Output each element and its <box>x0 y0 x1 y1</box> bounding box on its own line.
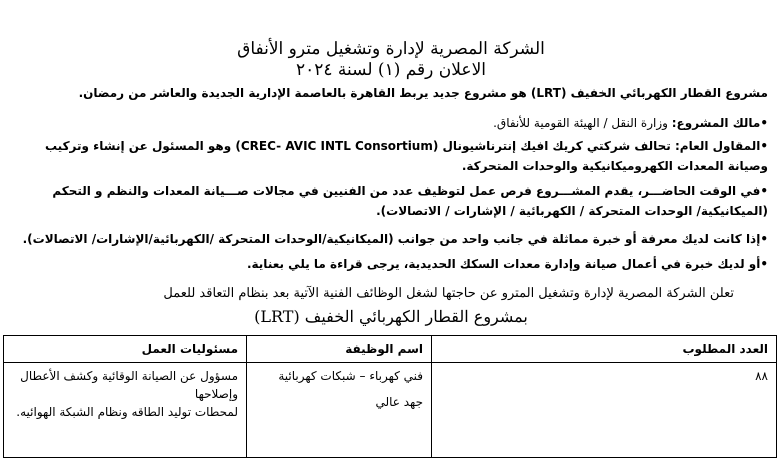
jobs-table <box>3 335 777 458</box>
bullet-experience <box>14 229 768 249</box>
cell-responsibilities <box>4 363 247 458</box>
bullet-label: مالك المشروع: <box>671 116 761 130</box>
bullet-owner <box>14 113 768 133</box>
bullet-text: في الوقت الحاضـــر، يقدم المشـــروع فرص عمل لتوظيف عدد من الفنيين في مجالات صـــيانة المعدات والنظم و التحكم (الميكانيكية/ الوحدات المتحركة / الكهربائية / الإشارات / الاتصالات). <box>52 184 768 218</box>
bullet-dot: • <box>760 116 768 130</box>
announcement-number: الاعلان رقم (١) لسنة ٢٠٢٤ <box>296 60 486 80</box>
bullet-dot: • <box>760 257 768 271</box>
header-job: اسم الوظيفة <box>247 336 432 363</box>
bullet-railway <box>14 254 768 274</box>
bullet-text: وزارة النقل / الهيئة القومية للأنفاق. <box>493 116 672 130</box>
bullet-text: إذا كانت لديك معرفة أو خبرة مماثلة في جانب واحد من جوانب (الميكانيكية/الوحدات المتحركة /الكهربائية/الإشارات/ الاتصالات). <box>22 232 761 246</box>
bullet-label: المقاول العام: <box>674 139 761 153</box>
resp-line2: لمحطات توليد الطاقه ونظام الشبكة الهوائيه. <box>16 405 238 419</box>
bullet-contractor <box>14 136 768 176</box>
bullet-text: تحالف شركتي كريك افيك إنترناشيونال (CREC- AVIC INTL Consortium) وهو المسئول عن إنشاء وتركيب وصيانة المعدات الكهروميكانيكية والوحدات المتحركة. <box>44 139 768 173</box>
project-title: بمشروع القطار الكهربائي الخفيف (LRT) <box>254 307 528 326</box>
header-count: العدد المطلوب <box>432 336 777 363</box>
company-title: الشركة المصرية لإدارة وتشغيل مترو الأنفاق <box>237 39 545 59</box>
cell-count: ٨٨ <box>432 363 777 458</box>
bullet-dot: • <box>760 184 768 198</box>
hiring-announcement: تعلن الشركة المصرية لإدارة وتشغيل المترو عن حاجتها لشغل الوظائف الفنية الآتية بعد بنظام التعاقد للعمل <box>163 286 734 301</box>
job-title-line1: فني كهرباء – شبكات كهربائية <box>278 369 423 383</box>
project-intro: مشروع القطار الكهربائي الخفيف (LRT) هو مشروع جديد يربط القاهرة بالعاصمة الإدارية الجديدة والعاشر من رمضان. <box>78 86 768 100</box>
bullet-dot: • <box>760 232 768 246</box>
header-responsibilities: مسئوليات العمل <box>4 336 247 363</box>
bullet-text: أو لديك خبرة في أعمال صيانة وإدارة معدات السكك الحديدية، يرجى قراءة ما يلي بعناية. <box>246 257 761 271</box>
table-header-row <box>4 336 777 363</box>
bullet-opportunities <box>14 181 768 221</box>
job-title-line2: جهد عالي <box>375 395 423 409</box>
resp-line1: مسؤول عن الصيانة الوقائية وكشف الأعطال وإصلاحها <box>20 369 238 401</box>
cell-job <box>247 363 432 458</box>
table-row <box>4 363 777 458</box>
bullet-dot: • <box>760 139 768 153</box>
